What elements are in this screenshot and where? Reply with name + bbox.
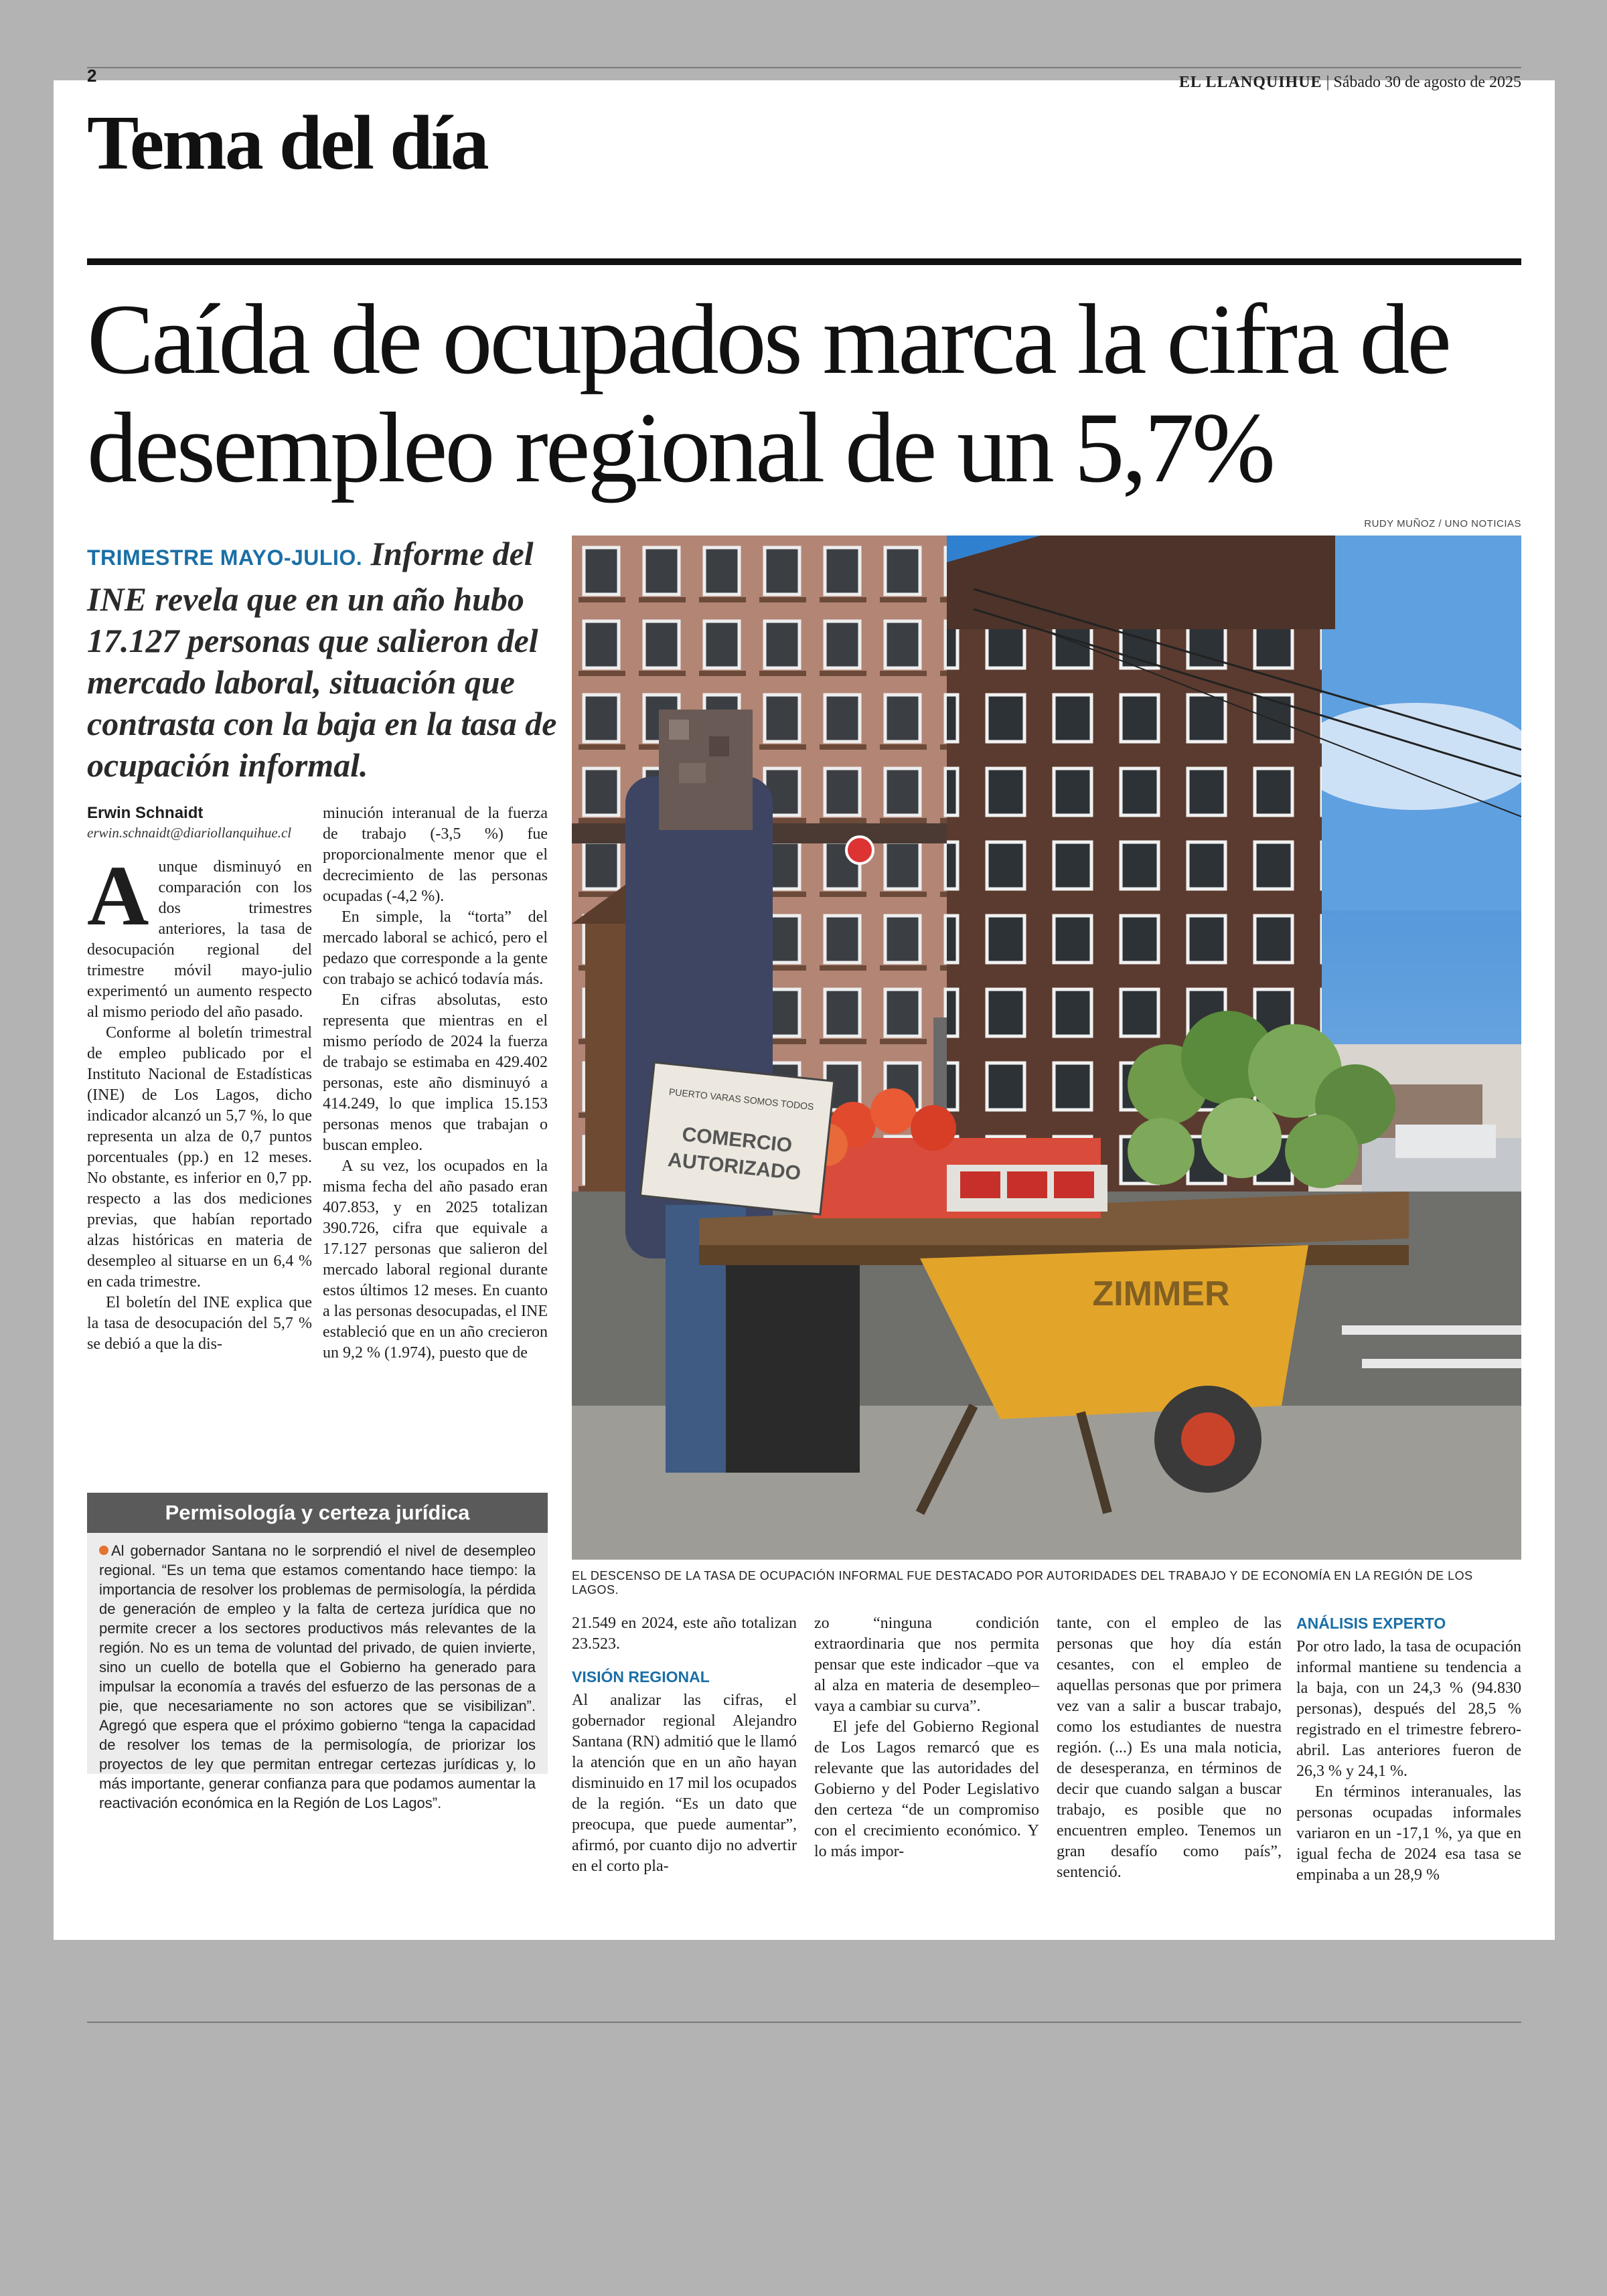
paragraph: El boletín del INE explica que la tasa de desocupación del 5,7 % se debió a que la dis- bbox=[87, 1294, 312, 1353]
issue-date: Sábado 30 de agosto de 2025 bbox=[1333, 74, 1521, 91]
paragraph: tante, con el empleo de las personas que hoy día están cesantes, con el empleo de aquellas personas que por primera vez van a salir a buscar trabajo, como los estudiantes de nuestra región. (...) Es una mala noticia, de desesperanza, en términos de decir que cuando salgan a buscar trabajo, es posible que no encuentren empleo. Tenemos un gran desafío como país”, sentenció. bbox=[1057, 1615, 1282, 1881]
paragraph: minución interanual de la fuerza de trabajo (-3,5 %) fue proporcionalmente menor que el decrecimiento de las personas ocupadas (-4,2 %). bbox=[323, 805, 548, 905]
sidebar-text: Al gobernador Santana no le sorprendió el nivel de desempleo regional. “Es un tema que estamos comentando hace tiempo: la importancia de resolver los problemas de permisología, la pérdida de generación de empleo y la falta de certeza jurídica que no permite crecer a los sectores productivos más relevantes de la región. No es un tema de voluntad del privado, de quien invierte, sino un cuello de botella que el Gobierno ha generado para impulsar la economía a través del esfuerzo de las personas de a pie, que necesariamente no son actores que se visibilizan”. Agregó que espera que el próximo gobierno “tenga la capacidad de resolver los temas de la permisología, de priorizar los proyectos de ley que permitan entregar certezas jurídicas y, lo más importante, generar confianza para que podamos aumentar la reactivación económica en la Región de Los Lagos”. bbox=[99, 1542, 536, 1811]
sign-top-text: PUERTO VARAS SOMOS TODOS bbox=[668, 1086, 815, 1113]
sign-line-2: AUTORIZADO bbox=[666, 1149, 802, 1185]
article-column-2 bbox=[323, 803, 548, 1364]
top-rule bbox=[87, 67, 1521, 68]
lede-text: Informe del INE revela que en un año hubo 17.127 personas que salieron del mercado laboral, situación que contrasta con la baja en la tasa de ocupación informal. bbox=[87, 535, 557, 784]
paragraph: Por otro lado, la tasa de ocupación informal mantiene su tendencia a la baja, con un 24,3 % (94.830 personas), después del 28,5 % registrado en el trimestre febrero-abril. Las anteriores fueron de 26,3 % y 24,1 %. bbox=[1296, 1638, 1521, 1780]
kicker: TRIMESTRE MAYO-JULIO. bbox=[87, 546, 363, 570]
article-photo bbox=[572, 536, 1521, 1560]
newspaper-name: EL LLANQUIHUE bbox=[1178, 74, 1322, 91]
photo-caption: EL DESCENSO DE LA TASA DE OCUPACIÓN INFORMAL FUE DESTACADO POR AUTORIDADES DEL TRABAJO Y DE ECONOMÍA EN LA REGIÓN DE LOS LAGOS. bbox=[572, 1569, 1473, 1596]
article-column-5 bbox=[1057, 1613, 1282, 1883]
article-column-1 bbox=[87, 803, 312, 1355]
street-vendor-photo bbox=[572, 536, 1521, 1560]
paragraph: 21.549 en 2024, este año totalizan 23.523. bbox=[572, 1615, 797, 1653]
sidebar-box bbox=[87, 1493, 548, 1811]
drop-cap: A bbox=[87, 848, 149, 943]
subhead-vision-regional: VISIÓN REGIONAL bbox=[572, 1668, 710, 1686]
section-title: Tema del día bbox=[87, 100, 487, 186]
photo-credit: RUDY MUÑOZ / UNO NOTICIAS bbox=[1364, 518, 1521, 529]
article-column-6 bbox=[1296, 1613, 1521, 1886]
paragraph: El jefe del Gobierno Regional de Los Lagos remarcó que es relevante que las autoridades del Gobierno y del Poder Legislativo den certeza “de un compromiso con el crecimiento económico. Y lo más impor- bbox=[814, 1718, 1039, 1860]
lede bbox=[87, 533, 576, 786]
author-name: Erwin Schnaidt bbox=[87, 804, 204, 822]
subhead-analisis-experto: ANÁLISIS EXPERTO bbox=[1296, 1615, 1446, 1632]
paragraph: A su vez, los ocupados en la misma fecha del año pasado eran 407.853, y en 2025 totalizan 390.726, cifra que equivale a 17.127 personas que salieron del mercado laboral regional durante estos últimos 12 meses. En cuanto a las personas desocupadas, el INE estableció que en un año crecieron un 9,2 % (1.974), puesto que de bbox=[323, 1157, 548, 1362]
headline: Caída de ocupados marca la cifra de desempleo regional de un 5,7% bbox=[87, 284, 1449, 503]
author-email: erwin.schnaidt@diariollanquihue.cl bbox=[87, 825, 292, 841]
article-column-4 bbox=[814, 1613, 1039, 1862]
paragraph: En cifras absolutas, esto representa que mientras en el mismo período de 2024 la fuerza de trabajo se estimaba en 429.402 personas, este año disminuyó a 414.249, lo que implica 15.153 personas menos que trabajan o buscan empleo. bbox=[323, 991, 548, 1154]
paragraph: Al analizar las cifras, el gobernador regional Alejandro Santana (RN) admitió que le llamó la atención que en un año hayan disminuido en 17 mil los ocupados de la región. “Es un dato que preocupa, que puede aumentar”, afirmó, por cuanto dijo no advertir en el corto pla- bbox=[572, 1692, 797, 1875]
sign-line-1: COMERCIO bbox=[681, 1123, 793, 1157]
article-column-3 bbox=[572, 1613, 797, 1877]
bullet-icon bbox=[99, 1546, 108, 1555]
cart-lettering: ZIMMER bbox=[1092, 1275, 1230, 1313]
section-rule bbox=[87, 258, 1521, 265]
paragraph: Conforme al boletín trimestral de empleo publicado por el Instituto Nacional de Estadísticas (INE) de Los Lagos, dicho indicador alcanzó un 5,7 %, lo que representa un alza de 0,7 puntos porcentuales (pp.) en 12 meses. No obstante, es inferior en 0,7 pp. respecto a las dos mediciones previas, que habían reportado alzas históricas en materia de desempleo al situarse en un 6,4 % en cada trimestre. bbox=[87, 1024, 312, 1291]
paragraph: Aunque disminuyó en comparación con los dos trimestres anteriores, la tasa de desocupación regional del trimestre móvil mayo-julio experimentó un aumento respecto al mismo periodo del año pasado. bbox=[87, 848, 312, 1021]
bottom-rule bbox=[87, 2022, 1521, 2023]
newspaper-page bbox=[54, 66, 1555, 1940]
paragraph: En simple, la “torta” del mercado laboral se achicó, pero el pedazo que corresponde a la gente con trabajo se achicó todavía más. bbox=[323, 908, 548, 988]
paragraph: zo “ninguna condición extraordinaria que nos permita pensar que este indicador –que va al alza en materia de desempleo– vaya a cambiar su curva”. bbox=[814, 1615, 1039, 1715]
page-number: 2 bbox=[87, 66, 97, 86]
masthead: EL LLANQUIHUE | Sábado 30 de agosto de 2025 bbox=[1178, 74, 1521, 91]
sidebar-title: Permisología y certeza jurídica bbox=[87, 1493, 548, 1533]
paragraph: En términos interanuales, las personas ocupadas informales variaron en un -17,1 %, ya que en igual fecha de 2024 esa tasa se empinaba a un 28,9 % bbox=[1296, 1783, 1521, 1884]
